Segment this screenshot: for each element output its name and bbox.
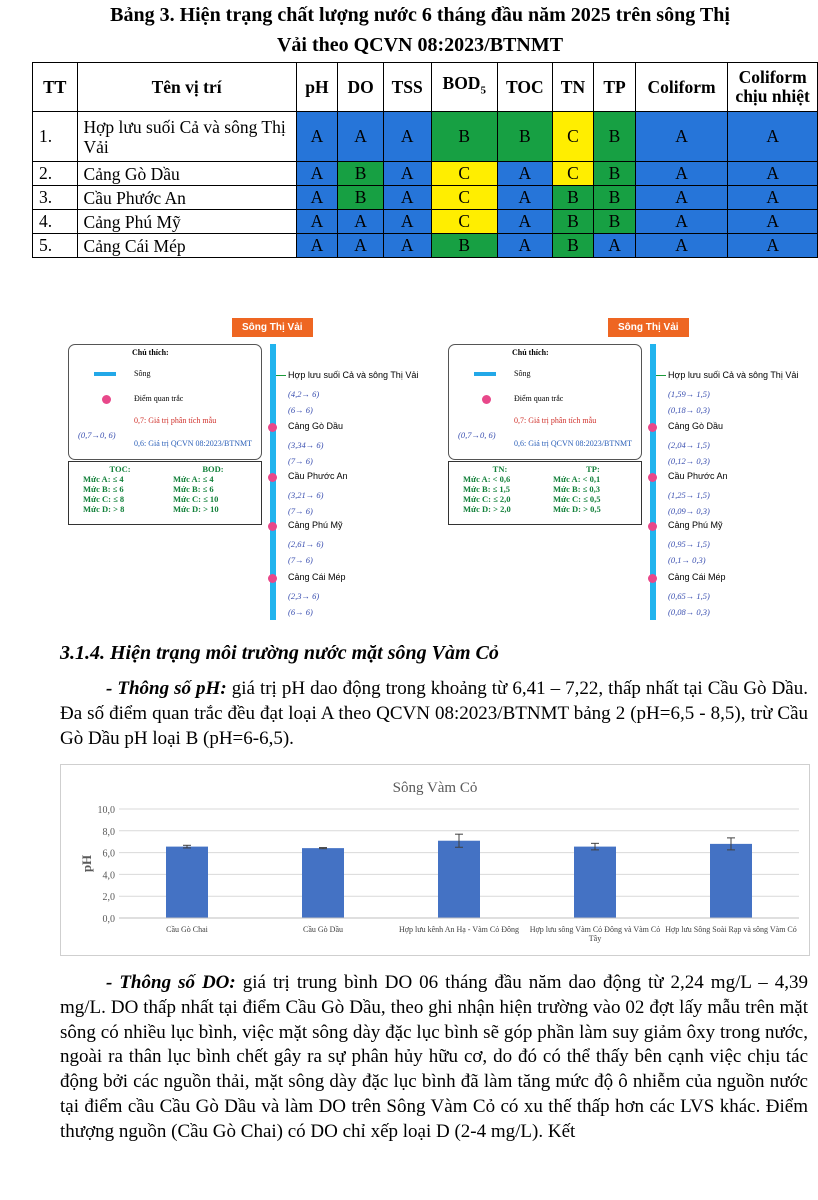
station-point-icon [268, 574, 277, 583]
threshold-param1: TOC: [109, 464, 131, 474]
quality-cell: B [594, 112, 636, 162]
legend-sample-value: (0,7→0, 6) [458, 430, 496, 440]
header-do: DO [338, 63, 384, 112]
y-axis-label: pH [79, 854, 94, 873]
row-number: 5. [33, 234, 78, 258]
table-row [33, 210, 818, 234]
quality-cell: A [338, 210, 384, 234]
threshold-level: Mức D: > 0,5 [553, 504, 601, 514]
quality-cell: A [296, 112, 338, 162]
legend-point-label: Điểm quan trắc [514, 394, 564, 403]
row-number: 1. [33, 112, 78, 162]
y-tick-label: 4,0 [102, 870, 115, 882]
y-tick-label: 0,0 [102, 914, 115, 925]
threshold-level: Mức A: ≤ 4 [83, 474, 124, 484]
y-tick-label: 10,0 [97, 805, 115, 816]
quality-cell: A [338, 234, 384, 258]
ph-chart-svg [61, 765, 809, 955]
station-value-2: (0,18→ 0,3) [668, 405, 710, 415]
station-value-2: (0,1→ 0,3) [668, 555, 706, 565]
legend-standard: 0,6: Giá trị QCVN 08:2023/BTNMT [134, 439, 252, 448]
station-connector [276, 375, 286, 376]
quality-cell: A [497, 186, 552, 210]
station-name: Cảng Phú Mỹ [668, 520, 723, 530]
threshold-level: Mức B: ≤ 0,3 [553, 484, 601, 494]
quality-cell: A [635, 162, 727, 186]
quality-cell: A [296, 186, 338, 210]
station-value-2: (7→ 6) [288, 506, 313, 516]
quality-cell: B [338, 162, 384, 186]
header-tp: TP [594, 63, 636, 112]
bar [166, 847, 208, 918]
legend-standard: 0,6: Giá trị QCVN 08:2023/BTNMT [514, 439, 632, 448]
x-tick-label: Hợp lưu sông Vàm Cỏ Đông và Vàm Cỏ Tây [529, 925, 661, 943]
y-tick-label: 6,0 [102, 848, 115, 860]
location-name: Cảng Cái Mép [77, 234, 296, 258]
legend-point-label: Điểm quan trắc [134, 394, 184, 403]
station-value-1: (2,3→ 6) [288, 591, 320, 601]
station-value-1: (1,59→ 1,5) [668, 389, 710, 399]
legend-river-swatch [474, 372, 496, 376]
bar [574, 847, 616, 918]
legend-point-icon [102, 395, 111, 404]
station-point-icon [648, 522, 657, 531]
quality-cell: A [594, 234, 636, 258]
river-diagram [60, 318, 448, 623]
station-value-2: (7→ 6) [288, 456, 313, 466]
location-name: Cảng Gò Dầu [77, 162, 296, 186]
threshold-level: Mức B: ≤ 6 [173, 484, 214, 494]
station-name: Cầu Phước An [668, 471, 728, 481]
y-tick-label: 8,0 [102, 826, 115, 838]
header-tss: TSS [383, 63, 431, 112]
threshold-level: Mức A: < 0,1 [553, 474, 601, 484]
quality-cell: A [383, 234, 431, 258]
quality-cell: C [431, 186, 497, 210]
section-heading: 3.1.4. Hiện trạng môi trường nước mặt sông Vàm Cỏ [60, 642, 499, 664]
table-row [33, 186, 818, 210]
y-tick-label: 2,0 [102, 892, 115, 904]
quality-cell: A [728, 186, 818, 210]
header-tt: TT [33, 63, 78, 112]
x-tick-label: Hợp lưu Sông Soài Rạp và sông Vàm Cỏ [665, 925, 797, 934]
quality-cell: C [552, 162, 594, 186]
bar [438, 841, 480, 918]
table-row [33, 112, 818, 162]
station-point-icon [268, 423, 277, 432]
legend-river-swatch [94, 372, 116, 376]
header-coliform-heat: Coliform chịu nhiệt [728, 63, 818, 112]
station-name: Cầu Phước An [288, 471, 348, 481]
row-number: 3. [33, 186, 78, 210]
header-toc: TOC [497, 63, 552, 112]
quality-cell: B [594, 186, 636, 210]
station-name: Cảng Gò Dầu [668, 421, 724, 431]
table-title-line2: Vải theo QCVN 08:2023/BTNMT [276, 34, 564, 56]
station-value-1: (1,25→ 1,5) [668, 490, 710, 500]
station-connector [656, 375, 666, 376]
legend-title: Chú thích: [132, 348, 169, 357]
station-value-1: (3,34→ 6) [288, 440, 324, 450]
threshold-param2: TP: [586, 464, 600, 474]
row-number: 2. [33, 162, 78, 186]
bar [302, 848, 344, 918]
threshold-level: Mức C: ≤ 0,5 [553, 494, 601, 504]
quality-cell: A [635, 210, 727, 234]
quality-cell: A [296, 162, 338, 186]
quality-cell: C [431, 162, 497, 186]
quality-cell: A [728, 112, 818, 162]
quality-cell: A [296, 210, 338, 234]
quality-cell: B [552, 186, 594, 210]
threshold-level: Mức C: ≤ 2,0 [463, 494, 511, 504]
quality-cell: A [383, 210, 431, 234]
quality-cell: A [728, 234, 818, 258]
station-point-icon [268, 522, 277, 531]
threshold-box [448, 461, 642, 525]
station-value-1: (0,65→ 1,5) [668, 591, 710, 601]
location-name: Hợp lưu suối Cả và sông Thị Vải [77, 112, 296, 162]
table-title [40, 0, 800, 60]
legend-river-label: Sông [514, 369, 531, 378]
threshold-level: Mức A: ≤ 4 [173, 474, 214, 484]
quality-cell: A [296, 234, 338, 258]
diagram-title: Sông Thị Vải [608, 318, 689, 337]
quality-cell: B [431, 234, 497, 258]
x-tick-label: Cầu Gò Dầu [303, 925, 343, 934]
station-point-icon [648, 574, 657, 583]
station-point-icon [268, 473, 277, 482]
quality-cell: B [497, 112, 552, 162]
quality-cell: A [497, 162, 552, 186]
quality-cell: B [552, 210, 594, 234]
threshold-level: Mức D: > 10 [173, 504, 219, 514]
station-value-2: (6→ 6) [288, 405, 313, 415]
header-name: Tên vị trí [77, 63, 296, 112]
threshold-level: Mức D: > 2,0 [463, 504, 511, 514]
quality-cell: A [383, 186, 431, 210]
station-name: Cảng Gò Dầu [288, 421, 344, 431]
x-tick-label: Hợp lưu kênh An Hạ - Vàm Cỏ Đông [399, 925, 519, 934]
legend-measured: 0,7: Giá trị phân tích mẫu [134, 416, 217, 425]
legend-measured: 0,7: Giá trị phân tích mẫu [514, 416, 597, 425]
station-value-1: (4,2→ 6) [288, 389, 320, 399]
x-tick-label: Cầu Gò Chai [166, 925, 208, 934]
station-value-1: (0,95→ 1,5) [668, 539, 710, 549]
chart-title: Sông Vàm Cỏ [392, 780, 478, 796]
diagram-title: Sông Thị Vải [232, 318, 313, 337]
quality-cell: B [552, 234, 594, 258]
quality-cell: A [728, 210, 818, 234]
location-name: Cảng Phú Mỹ [77, 210, 296, 234]
station-name: Cảng Phú Mỹ [288, 520, 343, 530]
threshold-param1: TN: [492, 464, 508, 474]
quality-cell: A [497, 210, 552, 234]
station-name: Cảng Cái Mép [288, 572, 346, 582]
threshold-level: Mức C: ≤ 8 [83, 494, 125, 504]
header-tn: TN [552, 63, 594, 112]
threshold-level: Mức B: ≤ 6 [83, 484, 124, 494]
station-point-icon [648, 423, 657, 432]
quality-cell: A [728, 162, 818, 186]
quality-cell: A [383, 112, 431, 162]
station-value-2: (6→ 6) [288, 607, 313, 617]
legend-river-label: Sông [134, 369, 151, 378]
quality-cell: A [383, 162, 431, 186]
header-coliform: Coliform [635, 63, 727, 112]
river-diagram [440, 318, 818, 623]
station-name: Hợp lưu suối Cả và sông Thị Vải [668, 370, 799, 380]
quality-cell: A [497, 234, 552, 258]
threshold-box [68, 461, 262, 525]
legend-title: Chú thích: [512, 348, 549, 357]
threshold-level: Mức C: ≤ 10 [173, 494, 219, 504]
table-row [33, 162, 818, 186]
table-row [33, 234, 818, 258]
header-ph: pH [296, 63, 338, 112]
do-paragraph: - Thông số DO: giá trị trung bình DO 06 tháng đầu năm dao động từ 2,24 mg/L – 4,39 mg/L. DO thấp nhất tại điểm Cầu Gò Dầu, theo ghi nhận hiện trường vào 02 đợt lấy mẫu trên mặt sông có nhiều lục bình, việc mặt sông dày đặc lục bình sẽ góp phần làm suy giảm ôxy trong nước, ngoài ra thân lục bình chết gây ra sự phân hủy hữu cơ, do đó có thể thấy bên cạnh việc chịu tác động bởi các nguồn thải, mặt sông dày đặc lục bình đã làm tăng mức độ ô nhiễm của nguồn nước tại điểm cầu Cầu Gò Dầu và làm DO trên Sông Vàm Cỏ có xu thế thấp hơn các LVS khác. Điểm thượng nguồn (Cầu Gò Chai) có DO chỉ xếp loại D (2-4 mg/L). Kết [60, 972, 808, 1142]
threshold-level: Mức B: ≤ 1,5 [463, 484, 511, 494]
location-name: Cầu Phước An [77, 186, 296, 210]
threshold-level: Mức A: < 0,6 [463, 474, 511, 484]
quality-cell: A [635, 234, 727, 258]
quality-cell: B [431, 112, 497, 162]
quality-cell: B [594, 210, 636, 234]
row-number: 4. [33, 210, 78, 234]
station-point-icon [648, 473, 657, 482]
header-bod: $BOD_5$ [431, 63, 497, 112]
station-name: Hợp lưu suối Cả và sông Thị Vải [288, 370, 419, 380]
station-value-1: (3,21→ 6) [288, 490, 324, 500]
station-value-1: (2,04→ 1,5) [668, 440, 710, 450]
quality-cell: C [431, 210, 497, 234]
threshold-level: Mức D: > 8 [83, 504, 125, 514]
station-value-2: (7→ 6) [288, 555, 313, 565]
table-title-line1: Bảng 3. Hiện trạng chất lượng nước 6 tháng đầu năm 2025 trên sông Thị [110, 4, 730, 26]
station-value-2: (0,08→ 0,3) [668, 607, 710, 617]
legend-point-icon [482, 395, 491, 404]
quality-cell: B [338, 186, 384, 210]
station-name: Cảng Cái Mép [668, 572, 726, 582]
quality-cell: A [635, 112, 727, 162]
legend-sample-value: (0,7→0, 6) [78, 430, 116, 440]
station-value-2: (0,09→ 0,3) [668, 506, 710, 516]
quality-cell: B [594, 162, 636, 186]
ph-paragraph: - Thông số pH: giá trị pH dao động trong khoảng từ 6,41 – 7,22, thấp nhất tại Cầu Gò Dầu. Đa số điểm quan trắc đều đạt loại A theo QCVN 08:2023/BTNMT bảng 2 (pH=6,5 - 8,5), trừ Cầu Gò Dầu pH loại B (pH=6-6,5). [60, 678, 808, 749]
bar [710, 844, 752, 918]
ph-chart [60, 764, 810, 956]
quality-cell: A [338, 112, 384, 162]
station-value-2: (0,12→ 0,3) [668, 456, 710, 466]
station-value-1: (2,61→ 6) [288, 539, 324, 549]
threshold-param2: BOD: [202, 464, 224, 474]
quality-cell: C [552, 112, 594, 162]
water-quality-table [32, 62, 818, 258]
quality-cell: A [635, 186, 727, 210]
